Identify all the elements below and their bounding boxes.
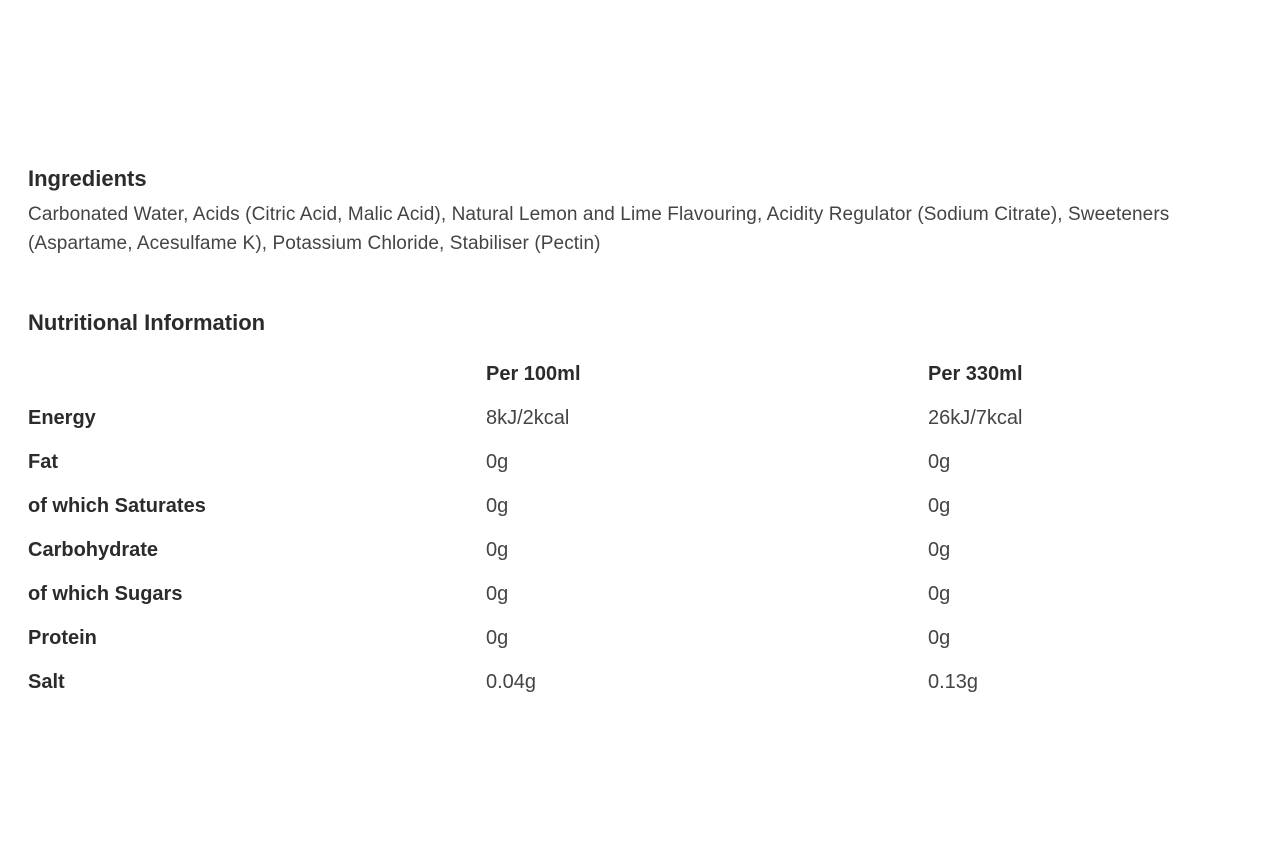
- nutrient-label: Salt: [28, 670, 65, 693]
- nutrient-label: Fat: [28, 450, 58, 473]
- table-row: [28, 484, 1128, 528]
- nutrient-label: Energy: [28, 406, 96, 429]
- nutrition-table: [28, 352, 1128, 704]
- table-row: [28, 528, 1128, 572]
- nutrition-heading: Nutritional Information: [28, 310, 266, 335]
- table-row: [28, 396, 1128, 440]
- nutrient-label: Protein: [28, 626, 97, 649]
- per-100ml-value: 0g: [486, 494, 509, 517]
- table-row: [28, 660, 1128, 704]
- per-100ml-value: 0g: [486, 626, 509, 649]
- per-330ml-value: 26kJ/7kcal: [928, 406, 1023, 429]
- column-header-per-330ml: Per 330ml: [928, 362, 1023, 385]
- per-330ml-value: 0g: [928, 538, 951, 561]
- per-100ml-value: 8kJ/2kcal: [486, 406, 570, 429]
- nutrient-label: of which Saturates: [28, 494, 206, 517]
- per-330ml-value: 0.13g: [928, 670, 979, 693]
- per-100ml-value: 0g: [486, 538, 509, 561]
- per-100ml-value: 0g: [486, 450, 509, 473]
- table-row: [28, 572, 1128, 616]
- column-header-nutrient: [28, 352, 486, 396]
- table-row: [28, 440, 1128, 484]
- ingredients-text: Carbonated Water, Acids (Citric Acid, Malic Acid), Natural Lemon and Lime Flavouring, Acidity Regulator (Sodium Citrate), Sweeteners (Aspartame, Acesulfame K), Potassium Chloride, Stabiliser (Pectin): [28, 204, 1170, 254]
- per-100ml-value: 0g: [486, 582, 509, 605]
- per-330ml-value: 0g: [928, 582, 951, 605]
- nutrient-label: Carbohydrate: [28, 538, 159, 561]
- per-330ml-value: 0g: [928, 626, 951, 649]
- ingredients-heading: Ingredients: [28, 166, 147, 191]
- nutrient-label: of which Sugars: [28, 582, 183, 605]
- per-330ml-value: 0g: [928, 494, 951, 517]
- nutrition-header-row: [28, 352, 1128, 396]
- per-330ml-value: 0g: [928, 450, 951, 473]
- per-100ml-value: 0.04g: [486, 670, 537, 693]
- product-info: [28, 166, 1268, 704]
- column-header-per-100ml: Per 100ml: [486, 362, 581, 385]
- table-row: [28, 616, 1128, 660]
